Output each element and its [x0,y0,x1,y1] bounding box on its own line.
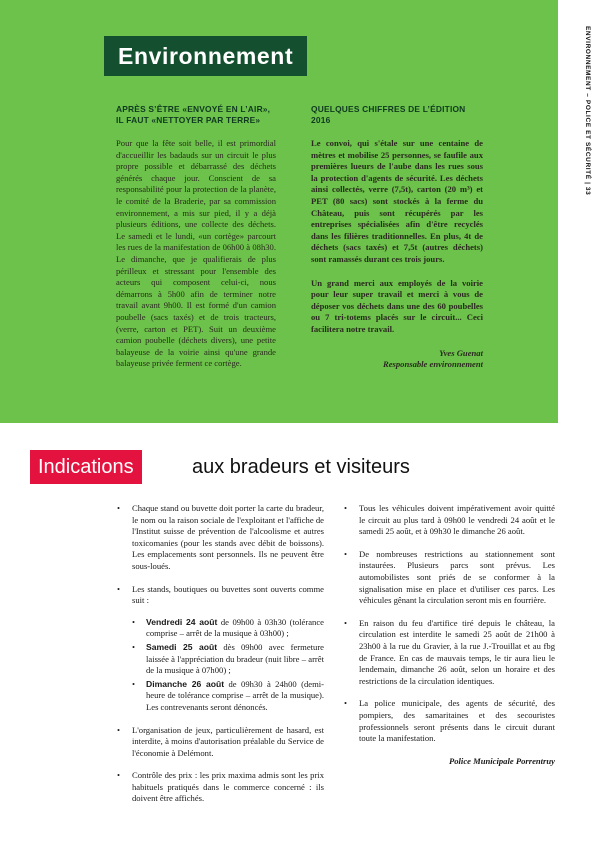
list-item: • Contrôle des prix : les prix maxima admis sont les prix habituels pratiqués dans le commerce concerné : ils doivent être affichés. [117,770,324,804]
environment-signature-role: Responsable environnement [382,359,483,370]
indications-badge: Indications [30,450,142,484]
environment-title: Environnement [104,36,307,76]
list-item: • En raison du feu d'artifice tiré depuis le château, la circulation est interdite le samedi 25 août de 21h00 à 23h00 à la rue du Gravier, à la rue J.-Trouillat et au fbg de France. En cas de mauvais temps, le tir aura lieu le lendemain, dimanche 26 août, selon un horaire et des restrictions de la circulation identiques. [344,617,555,686]
environment-right-heading: QUELQUES CHIFFRES DE L’ÉDITION 2016 [311,104,466,125]
list-item: • Les stands, boutiques ou buvettes sont ouverts comme suit : • Vendredi 24 août de 09h00 à 03h30 (tolérance comprise – arrêt de la musique à 03h00) ; • Samedi 25 août dès 09h00 avec fermeture laissée à l'appréciation du bradeur (nuit libre – arrêt de la musique à 07h00) ; • Dimanche 26 août de 09h30 à 24h00 (demi-heure de tolérance comprise – arrêt de la musique). Les contrevenants seront dénoncés. [117,583,324,712]
side-margin [558,0,598,423]
opening-hours-friday: • Vendredi 24 août de 09h00 à 03h30 (tolérance comprise – arrêt de la musique à 03h00) ; [132,616,324,639]
environment-right-text: Le convoi, qui s'étale sur une centaine de mètres et mobilise 25 personnes, se faufile aux premières lueurs de l'aube dans les rues sous la protection d'agents de sécurité. Les déchets ainsi collectés, verre (7,5t), carton (20 m³) et PET (80 sacs) sont stockés à la ferme du Château, puis sont récupérés par les entreprises spécialisées afin d'être recyclés dans les filières traditionnelles. En plus, 4t de déchets (sacs taxés) et 7,5t (autres déchets) sont ramassés durant ces trois jours. [311,138,483,264]
environment-left-text: Pour que la fête soit belle, il est primordial d'accueillir les badauds sur un circuit le plus propre possible et débarrassé des déchets générés chaque jour. Conscient de sa responsabilité pour la protection de la planète, le comité de la Braderie, par sa commission environnement, a mis sur pied, il y a déjà plusieurs éditions, une collecte des déchets. Le samedi et le lundi, «un cortège» parcourt les rues de la manifestation de 06h00 à 08h30. Le dimanche, que je qualifierais de plus périlleux et stressant pour l'ensemble des acteurs qui composent celui-ci, nous démarrons à 5h00 afin de terminer notre travail avant 9h00. Il est formé d'un camion poubelle (sacs taxés) et de trois tracteurs, (verre, carton et PET). Suit un deuxième camion poubelle (déchets divers), une petite balayeuse de la voirie ainsi qu'une grande balayeuse privée ferment ce cortège. [116,138,276,369]
indications-left-column [116,503,324,816]
indications-title: aux bradeurs et visiteurs [192,456,410,478]
indications-right-column [343,503,555,767]
list-item: • Tous les véhicules doivent impérativement avoir quitté le circuit au plus tard à 09h00 le vendredi 24 août et le samedi 25 août, et à 09h30 le dimanche 26 août. [344,503,555,537]
environment-right-column [311,104,483,371]
environment-signature-name: Yves Guenat [439,347,483,358]
list-item: • L'organisation de jeux, particulièrement de hasard, est interdite, à moins d'autorisation préalable du Service de l'économie à Delémont. [117,724,324,758]
environment-left-column [116,104,276,370]
list-item: • De nombreuses restrictions au stationnement sont instaurées. Plusieurs parcs sont prévus. Les automobilistes sont priés de se conformer à la signalisation mise en place et d'utiliser ces parcs. Les véhicules gênant la circulation seront mis en fourrière. [344,548,555,606]
police-signature: Police Municipale Porrentruy [449,755,555,766]
list-item: • La police municipale, des agents de sécurité, des pompiers, des samaritaines et des secouristes professionnels seront présents dans le circuit durant toute la manifestation. [344,698,555,744]
opening-hours-sunday: • Dimanche 26 août de 09h30 à 24h00 (demi-heure de tolérance comprise – arrêt de la musique). Les contrevenants seront dénoncés. [132,678,324,712]
environment-thanks-text: Un grand merci aux employés de la voirie pour leur super travail et merci à vous de déposer vos déchets dans une des 60 poubelles ou 7 tri-totems placés sur le circuit... Ceci facilitera notre travail. [311,277,483,334]
list-item: • Chaque stand ou buvette doit porter la carte du bradeur, le nom ou la raison sociale de l'exploitant et l'affiche de l'Institut suisse de prévention de l'alcoolisme et autres toxicomanies (pour les stands avec débit de boissons). Les emplacements sont personnels. Ils ne peuvent être sous-loués. [117,503,324,571]
page-section-label: ENVIRONNEMENT – POLICE ET SÉCURITÉ | 33 [584,26,591,196]
environment-left-heading: APRÈS S’ÊTRE «ENVOYÉ EN L’AIR», IL FAUT «NETTOYER PAR TERRE» [116,104,271,125]
opening-hours-saturday: • Samedi 25 août dès 09h00 avec fermeture laissée à l'appréciation du bradeur (nuit libre – arrêt de la musique à 07h00) ; [132,641,324,676]
